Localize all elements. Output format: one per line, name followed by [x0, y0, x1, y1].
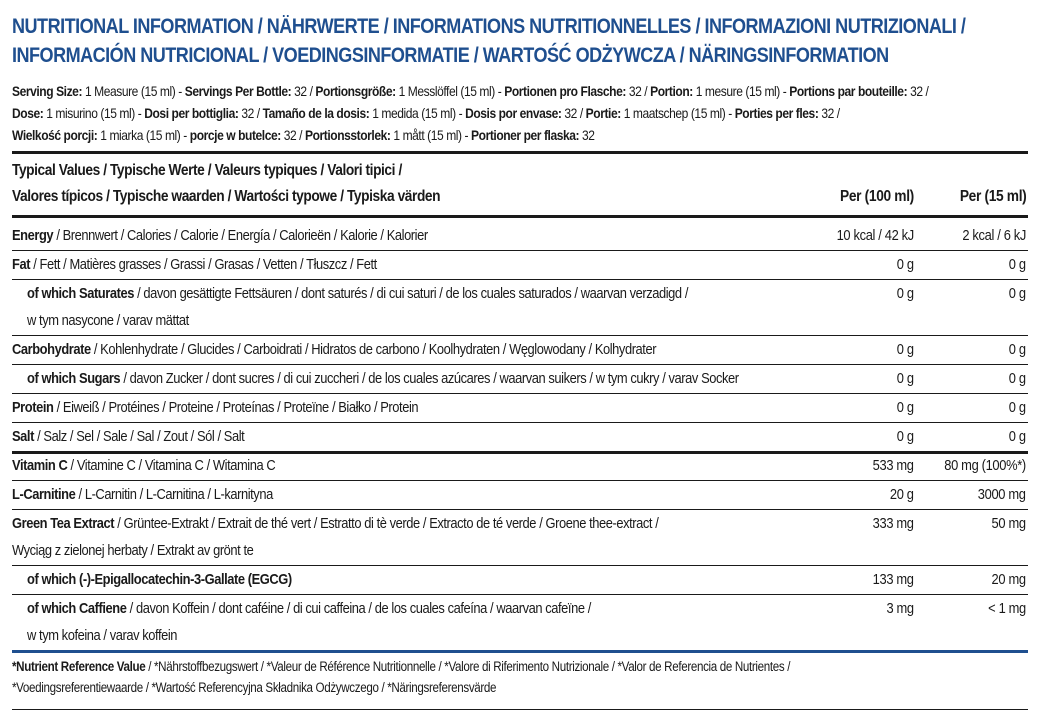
serving-label: Dosis por envase:	[465, 105, 562, 121]
serving-value: 32 /	[280, 127, 306, 143]
divider	[12, 709, 1028, 710]
value-per-100ml: 333 mg	[873, 515, 914, 532]
nutrient-translations: / Kohlenhydrate / Glucides / Carboidrati / Hidratos de carbono / Koolhydraten / Węglowodany / Kolhydrater	[90, 341, 657, 358]
value-per-15ml: 20 mg	[991, 571, 1026, 588]
serving-line-2	[12, 102, 1027, 124]
table-row-caffeine-line-2: w tym kofeina / varav koffein	[27, 627, 178, 644]
serving-value: 32 /	[291, 83, 316, 99]
serving-line-3	[12, 124, 1027, 146]
column-header-per-15ml: Per (15 ml)	[959, 188, 1026, 205]
serving-value: 32 /	[818, 105, 840, 121]
table-header-label-2: Valores típicos / Typische waarden / Wartości typowe / Typiska värden	[12, 188, 441, 205]
table-row-carbohydrate	[12, 340, 656, 359]
serving-value: 1 maatschep (15 ml) -	[620, 105, 735, 121]
table-row-egcg	[27, 570, 292, 589]
value-per-100ml: 133 mg	[873, 571, 914, 588]
value-per-100ml: 20 g	[890, 486, 914, 503]
serving-label: porcje w butelce:	[189, 127, 281, 143]
table-row-green-tea-extract-line-2: Wyciąg z zielonej herbaty / Extrakt av grönt te	[12, 542, 254, 559]
divider	[12, 151, 1028, 154]
nutrient-translations: / Brennwert / Calories / Calorie / Energía / Calorieën / Kalorie / Kalorier	[53, 227, 428, 244]
footnote-title: *Nutrient Reference Value	[12, 659, 146, 674]
divider	[12, 279, 1028, 280]
footnote-line-1	[12, 656, 790, 677]
nutrient-name: Carbohydrate	[12, 341, 91, 358]
serving-value: 1 miarka (15 ml) -	[97, 127, 190, 143]
value-per-15ml: 2 kcal / 6 kJ	[962, 227, 1026, 244]
serving-value: 1 Messlöffel (15 ml) -	[395, 83, 505, 99]
serving-value: 1 mått (15 ml) -	[390, 127, 472, 143]
table-row-caffeine	[27, 599, 591, 618]
value-per-100ml: 533 mg	[873, 457, 914, 474]
serving-label: Portionsgröße:	[315, 83, 396, 99]
value-per-100ml: 0 g	[897, 341, 914, 358]
nutrient-name: Protein	[12, 399, 54, 416]
footnote	[12, 656, 790, 698]
value-per-15ml: 0 g	[1009, 370, 1026, 387]
table-row-saturates-line-2: w tym nasycone / varav mättat	[27, 312, 189, 329]
serving-value: 1 misurino (15 ml) -	[43, 105, 145, 121]
nutrient-name: L-Carnitine	[12, 486, 76, 503]
nutrient-name: of which (-)-Epigallocatechin-3-Gallate (EGCG)	[27, 571, 292, 588]
table-row-l-carnitine	[12, 485, 273, 504]
value-per-100ml: 3 mg	[886, 600, 914, 617]
nutrient-name: of which Saturates	[27, 285, 134, 302]
divider	[12, 364, 1028, 365]
divider	[12, 422, 1028, 423]
serving-label: Wielkość porcji:	[12, 127, 98, 143]
serving-label: Portion:	[650, 83, 693, 99]
nutrient-name: Vitamin C	[12, 457, 68, 474]
value-per-15ml: 50 mg	[991, 515, 1026, 532]
column-header-per-100ml: Per (100 ml)	[840, 188, 914, 205]
serving-label: Portie:	[585, 105, 621, 121]
nutrient-name: Energy	[12, 227, 54, 244]
page-title	[12, 12, 966, 70]
serving-value: 32 /	[625, 83, 651, 99]
nutrient-translations: / Salz / Sel / Sale / Sal / Zout / Sól / Salt	[33, 428, 245, 445]
title-line-2: INFORMACIÓN NUTRICIONAL / VOEDINGSINFORMATIE / WARTOŚĆ ODŻYWCZA / NÄRINGSINFORMATION	[12, 44, 889, 67]
divider	[12, 565, 1028, 566]
value-per-15ml: 0 g	[1009, 428, 1026, 445]
divider	[12, 594, 1028, 595]
serving-value: 32 /	[561, 105, 586, 121]
divider	[12, 451, 1028, 454]
value-per-15ml: < 1 mg	[988, 600, 1026, 617]
serving-label: Tamaño de la dosis:	[262, 105, 370, 121]
nutrient-name: Fat	[12, 256, 31, 273]
serving-value: 32 /	[238, 105, 263, 121]
table-header-label-1: Typical Values / Typische Werte / Valeurs typiques / Valori tipici /	[12, 162, 402, 179]
nutrient-translations: / Vitamine C / Vitamina C / Witamina C	[67, 457, 276, 474]
serving-label: Servings Per Bottle:	[184, 83, 292, 99]
footnote-line-2: *Voedingsreferentiewaarde / *Wartość Referencyjna Składnika Odżywczego / *Näringsreferensvärde	[12, 680, 497, 695]
divider	[12, 250, 1028, 251]
serving-value: 1 Measure (15 ml) -	[82, 83, 185, 99]
divider	[12, 650, 1028, 653]
divider	[12, 480, 1028, 481]
nutrient-translations: / Grüntee-Extrakt / Extrait de thé vert / Estratto di tè verde / Extracto de té verde / Groene thee-extract /	[114, 515, 659, 532]
table-row-fat	[12, 255, 377, 274]
serving-label: Portionen pro Flasche:	[504, 83, 626, 99]
value-per-100ml: 10 kcal / 42 kJ	[836, 227, 914, 244]
divider	[12, 335, 1028, 336]
value-per-15ml: 0 g	[1009, 256, 1026, 273]
value-per-100ml: 0 g	[897, 256, 914, 273]
nutrient-translations: / davon Koffein / dont caféine / di cui caffeina / de los cuales cafeína / waarvan cafeïne /	[126, 600, 591, 617]
serving-label: Porties per fles:	[734, 105, 819, 121]
value-per-100ml: 0 g	[897, 428, 914, 445]
serving-label: Dose:	[12, 105, 44, 121]
value-per-15ml: 3000 mg	[978, 486, 1026, 503]
serving-value: 1 mesure (15 ml) -	[692, 83, 790, 99]
serving-label: Dosi per bottiglia:	[144, 105, 239, 121]
nutrient-translations: / L-Carnitin / L-Carnitina / L-karnityna	[75, 486, 273, 503]
serving-info	[12, 80, 1027, 146]
divider	[12, 509, 1028, 510]
serving-line-1	[12, 80, 1027, 102]
title-line-1: NUTRITIONAL INFORMATION / NÄHRWERTE / INFORMATIONS NUTRITIONNELLES / INFORMAZIONI NUTRIZIONALI /	[12, 15, 966, 38]
nutrient-translations: / davon Zucker / dont sucres / di cui zuccheri / de los cuales azúcares / waarvan suikers / w tym cukry / varav Socker	[120, 370, 739, 387]
value-per-100ml: 0 g	[897, 399, 914, 416]
table-row-energy	[12, 226, 428, 245]
value-per-15ml: 0 g	[1009, 341, 1026, 358]
nutrient-name: of which Sugars	[27, 370, 121, 387]
table-row-saturates	[27, 284, 688, 303]
value-per-15ml: 0 g	[1009, 285, 1026, 302]
serving-label: Serving Size:	[12, 83, 83, 99]
table-row-salt	[12, 427, 244, 446]
nutrient-name: Green Tea Extract	[12, 515, 115, 532]
serving-label: Portions par bouteille:	[789, 83, 908, 99]
table-row-protein	[12, 398, 418, 417]
nutrient-translations: / davon gesättigte Fettsäuren / dont saturés / di cui saturi / de los cuales saturados / waarvan verzadigd /	[133, 285, 688, 302]
nutrient-name: Salt	[12, 428, 34, 445]
serving-label: Portionsstorlek:	[305, 127, 391, 143]
nutrient-name: of which Caffiene	[27, 600, 127, 617]
value-per-100ml: 0 g	[897, 370, 914, 387]
serving-value: 32	[579, 127, 595, 143]
divider	[12, 215, 1028, 218]
nutrient-translations: / Eiweiß / Protéines / Proteine / Proteínas / Proteïne / Białko / Protein	[53, 399, 419, 416]
table-row-sugars	[27, 369, 739, 388]
serving-value: 1 medida (15 ml) -	[369, 105, 466, 121]
table-row-green-tea-extract	[12, 514, 658, 533]
nutrient-translations: / Fett / Matières grasses / Grassi / Grasas / Vetten / Tłuszcz / Fett	[30, 256, 377, 273]
value-per-15ml: 80 mg (100%*)	[944, 457, 1026, 474]
divider	[12, 393, 1028, 394]
table-row-vitamin-c	[12, 456, 275, 475]
value-per-100ml: 0 g	[897, 285, 914, 302]
serving-value: 32 /	[907, 83, 929, 99]
value-per-15ml: 0 g	[1009, 399, 1026, 416]
serving-label: Portioner per flaska:	[471, 127, 580, 143]
footnote-translations: / *Nährstoffbezugswert / *Valeur de Référence Nutritionnelle / *Valore di Riferimento Nutrizionale / *Valor de Referencia de Nutrientes /	[145, 659, 791, 674]
